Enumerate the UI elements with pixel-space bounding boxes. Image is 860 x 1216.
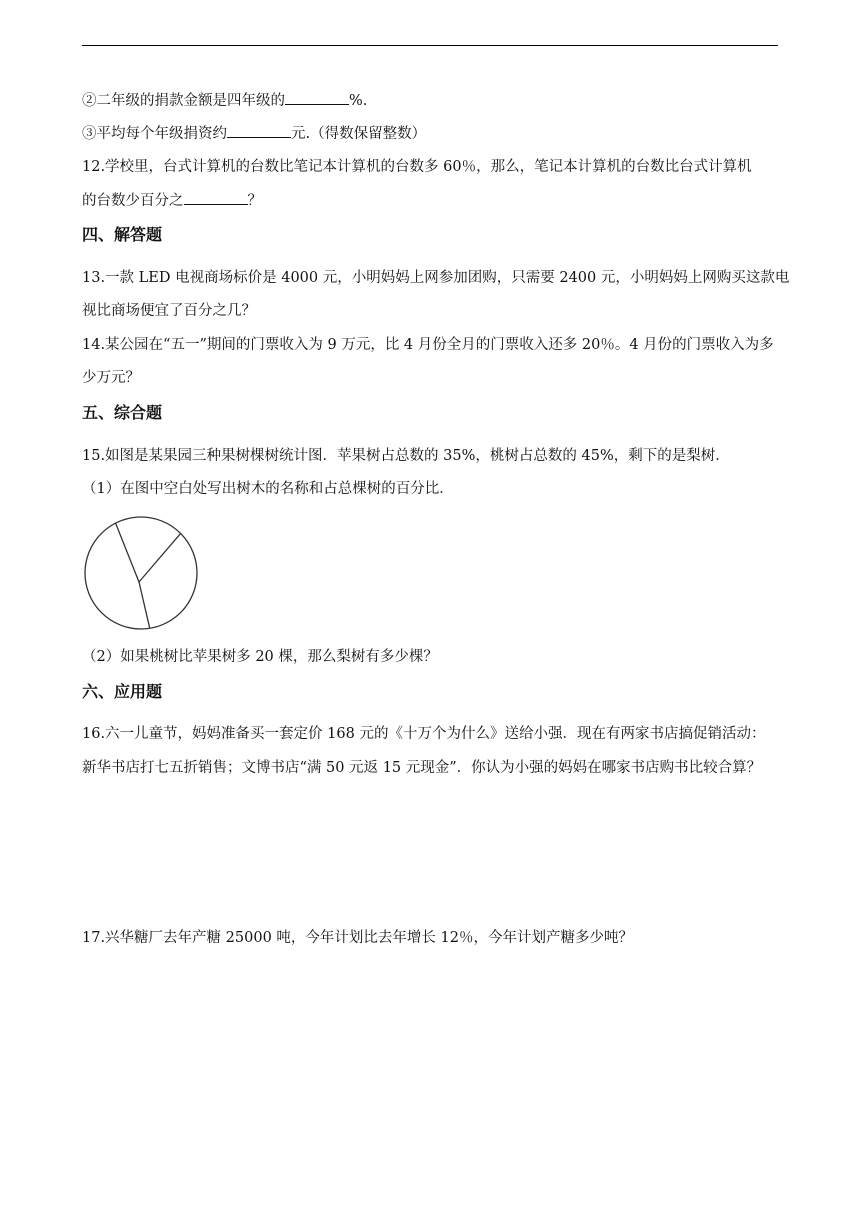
pie-slice-boundary bbox=[116, 523, 139, 582]
question-14-line-2: 少万元？ bbox=[82, 370, 140, 386]
section-heading-4: 四、解答题 bbox=[82, 225, 163, 244]
section-heading-5: 五、综合题 bbox=[82, 403, 163, 422]
q12-suffix: ？ bbox=[247, 193, 262, 209]
question-16-line-1: 16.六一儿童节，妈妈准备买一套定价 168 元的《十万个为什么》送给小强．现在有两家书店搞促销活动： bbox=[82, 726, 766, 742]
q12-text: 的台数少百分之 bbox=[82, 193, 184, 209]
header-rule bbox=[82, 45, 778, 46]
item3-text: ③平均每个年级捐资约 bbox=[82, 126, 227, 142]
question-17-line-1: 17.兴华糖厂去年产糖 25000 吨，今年计划比去年增长 12％，今年计划产糖多少吨？ bbox=[82, 930, 633, 946]
question-12-line-2 bbox=[82, 190, 782, 211]
pie-slice-boundary bbox=[139, 582, 150, 628]
item2-suffix: %. bbox=[349, 93, 368, 109]
item3-suffix: 元.（得数保留整数） bbox=[291, 126, 427, 142]
question-12-line-1: 12.学校里，台式计算机的台数比笔记本计算机的台数多 60％，那么，笔记本计算机的台数比台式计算机 bbox=[82, 159, 752, 175]
question-item-2 bbox=[82, 90, 782, 111]
question-14-line-1: 14.某公园在“五一”期间的门票收入为 9 万元，比 4 月份全月的门票收入还多 20％。4 月份的门票收入为多 bbox=[82, 337, 774, 353]
item2-text: ②二年级的捐款金额是四年级的 bbox=[82, 93, 285, 109]
answer-blank[interactable] bbox=[184, 190, 248, 205]
question-13-line-1: 13.一款 LED 电视商场标价是 4000 元，小明妈妈上网参加团购，只需要 2400 元，小明妈妈上网购买这款电 bbox=[82, 270, 790, 286]
pie-slice-boundaries bbox=[116, 523, 181, 628]
answer-blank[interactable] bbox=[285, 90, 349, 105]
pie-chart bbox=[82, 514, 200, 632]
section-heading-6: 六、应用题 bbox=[82, 682, 163, 701]
question-15-part-1: （1）在图中空白处写出树木的名称和占总棵树的百分比． bbox=[82, 481, 454, 497]
question-16-line-2: 新华书店打七五折销售；文博书店“满 50 元返 15 元现金”．你认为小强的妈妈在哪家书店购书比较合算？ bbox=[82, 760, 762, 776]
question-15-line-1: 15.如图是某果园三种果树棵树统计图．苹果树占总数的 35%，桃树占总数的 45%，剩下的是梨树． bbox=[82, 448, 730, 464]
question-13-line-2: 视比商场便宜了百分之几？ bbox=[82, 303, 256, 319]
question-item-3 bbox=[82, 123, 782, 144]
answer-blank[interactable] bbox=[227, 123, 291, 138]
pie-slice-boundary bbox=[139, 533, 181, 582]
question-15-part-2: （2）如果桃树比苹果树多 20 棵，那么梨树有多少棵？ bbox=[82, 649, 438, 665]
